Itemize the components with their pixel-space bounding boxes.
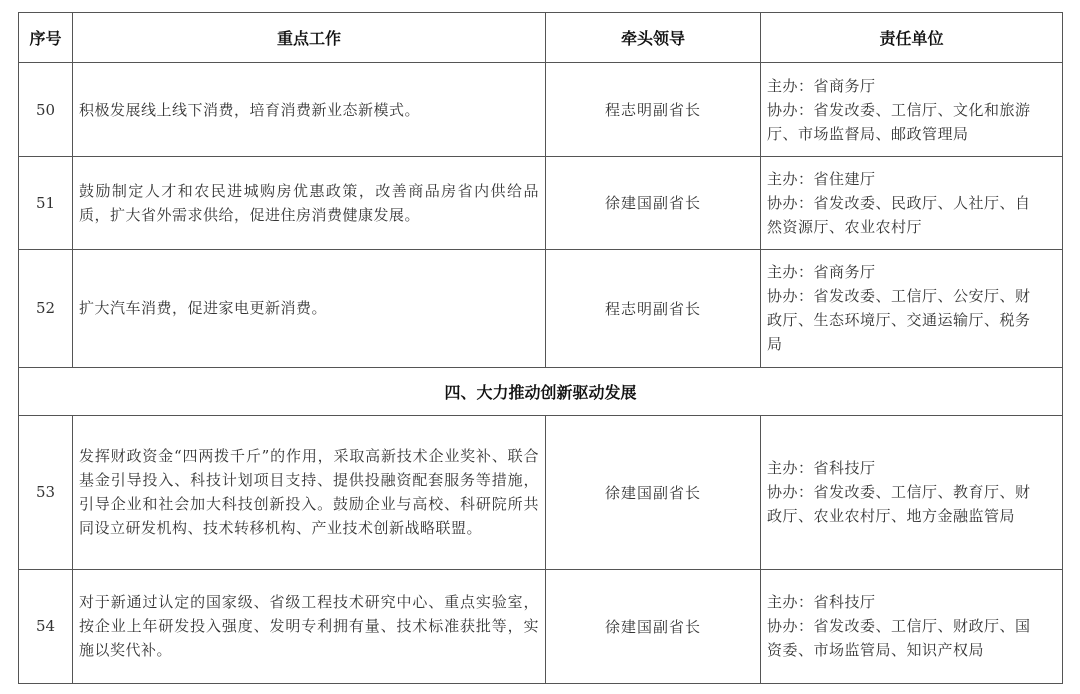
unit-line: 政厅、农业农村厅、地方金融监管局: [767, 507, 1016, 526]
row-work: 对于新通过认定的国家级、省级工程技术研究中心、重点实验室，按企业上年研发投入强度、发明专利拥有量、技术标准获批等，实施以奖代补。: [73, 569, 546, 683]
task-table: [18, 12, 1063, 684]
unit-line: 主办：省住建厅: [767, 169, 876, 188]
header-responsible-unit: 责任单位: [761, 13, 1063, 63]
unit-line: 协办：省发改委、工信厅、教育厅、财: [767, 483, 1031, 502]
row-work: 鼓励制定人才和农民进城购房优惠政策，改善商品房省内供给品质，扩大省外需求供给，促进住房消费健康发展。: [73, 157, 546, 249]
row-number: 52: [19, 249, 73, 367]
row-leader: 徐建国副省长: [546, 569, 761, 683]
row-unit: [761, 249, 1063, 367]
table-row: [19, 63, 1063, 157]
row-unit: [761, 157, 1063, 249]
unit-line: 主办：省科技厅: [767, 593, 876, 612]
row-leader: 程志明副省长: [546, 249, 761, 367]
row-leader: 徐建国副省长: [546, 157, 761, 249]
row-leader: 徐建国副省长: [546, 416, 761, 569]
unit-line: 协办：省发改委、工信厅、财政厅、国: [767, 617, 1031, 636]
unit-line: 局: [767, 335, 783, 354]
header-seq: 序号: [19, 13, 73, 63]
row-unit: [761, 569, 1063, 683]
unit-line: 主办：省商务厅: [767, 76, 876, 95]
unit-line: 资委、市场监管局、知识产权局: [767, 641, 985, 660]
unit-line: 协办：省发改委、工信厅、公安厅、财: [767, 287, 1031, 306]
row-work: 积极发展线上线下消费，培育消费新业态新模式。: [73, 63, 546, 157]
row-work: 发挥财政资金“四两拨千斤”的作用，采取高新技术企业奖补、联合基金引导投入、科技计划项目支持、提供投融资配套服务等措施，引导企业和社会加大科技创新投入。鼓励企业与高校、科研院所共同设立研发机构、技术转移机构、产业技术创新战略联盟。: [73, 416, 546, 569]
section-title: 四、大力推动创新驱动发展: [19, 367, 1063, 415]
unit-line: 协办：省发改委、民政厅、人社厅、自: [767, 193, 1031, 212]
task-table-container: [18, 12, 1062, 684]
row-number: 51: [19, 157, 73, 249]
table-row: [19, 569, 1063, 683]
table-row: [19, 416, 1063, 569]
unit-line: 协办：省发改委、工信厅、文化和旅游: [767, 100, 1031, 119]
unit-line: 政厅、生态环境厅、交通运输厅、税务: [767, 311, 1031, 330]
row-number: 53: [19, 416, 73, 569]
table-row: [19, 157, 1063, 249]
unit-line: 厅、市场监督局、邮政管理局: [767, 124, 969, 143]
unit-line: 然资源厅、农业农村厅: [767, 217, 923, 236]
section-row: [19, 367, 1063, 415]
row-leader: 程志明副省长: [546, 63, 761, 157]
unit-line: 主办：省商务厅: [767, 263, 876, 282]
header-key-work: 重点工作: [73, 13, 546, 63]
row-number: 54: [19, 569, 73, 683]
row-number: 50: [19, 63, 73, 157]
row-work: 扩大汽车消费，促进家电更新消费。: [73, 249, 546, 367]
row-unit: [761, 416, 1063, 569]
table-row: [19, 249, 1063, 367]
table-header-row: [19, 13, 1063, 63]
row-unit: [761, 63, 1063, 157]
unit-line: 主办：省科技厅: [767, 459, 876, 478]
header-lead-leader: 牵头领导: [546, 13, 761, 63]
